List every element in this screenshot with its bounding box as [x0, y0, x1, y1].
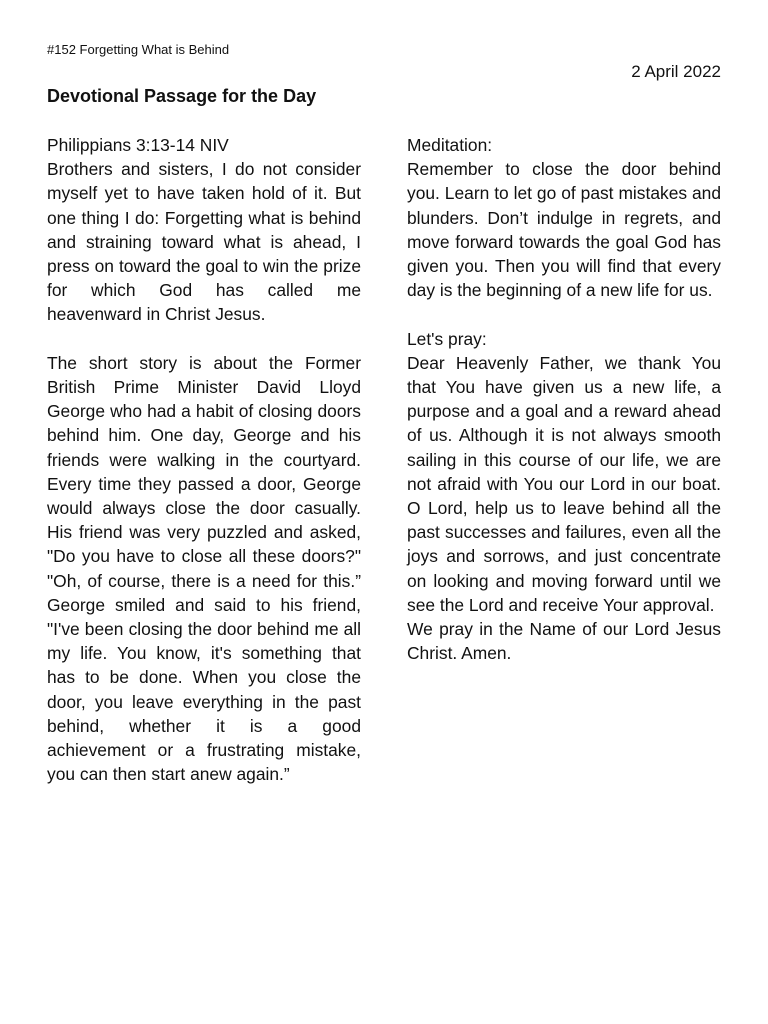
meditation-text: Remember to close the door behind you. Learn to let go of past mistakes and blunders. Don’t indulge in regrets, and move forward towards the goal God has given you. Then you will find that every day is the beginning of a new life for us.: [407, 159, 721, 301]
page-title: Devotional Passage for the Day: [47, 86, 317, 106]
closing-prayer: We pray in the Name of our Lord Jesus Christ. Amen.: [407, 619, 721, 664]
story-text: The short story is about the Former British Prime Minister David Lloyd George who had a habit of closing doors behind him. One day, George and his friends were walking in the courtyard. Every time they passed a door, George would always close the door casually. His friend was very puzzled and asked, "Do you have to close all these doors?" "Oh, of course, there is a need for this.” George smiled and said to his friend, "I've been closing the door behind me all my life. You know, it's something that has to be done. When you close the door, you leave everything in the past behind, whether it is a good achievement or a frustrating mistake, you can then start anew again.”: [47, 352, 361, 785]
document-date: 2 April 2022: [631, 62, 721, 81]
paragraph-spacer: [407, 302, 721, 326]
prayer-text: Dear Heavenly Father, we thank You that You have given us a new life, a purpose and a goal and a reward ahead of us. Although it is not always smooth sailing in this course of our life, we are not afraid with You our Lord in our boat. O Lord, help us to leave behind all the past successes and failures, even all the joys and sorrows, and just concentrate on looking and moving forward until we see the Lord and receive Your approval.: [407, 352, 721, 615]
scripture-reference: Philippians 3:13-14 NIV: [47, 135, 229, 155]
series-title: #152 Forgetting What is Behind: [47, 42, 230, 57]
meditation-label: Meditation:: [407, 135, 493, 155]
prayer-label: Let's pray:: [407, 328, 487, 349]
right-column: [407, 133, 721, 665]
left-column: [47, 133, 361, 786]
paragraph-spacer: [47, 327, 361, 351]
scripture-text: Brothers and sisters, I do not consider myself yet to have taken hold of it. But one thing I do: Forgetting what is behind and straining toward what is ahead, I press on toward the goal to win the prize for which God has called me heavenward in Christ Jesus.: [47, 159, 361, 325]
